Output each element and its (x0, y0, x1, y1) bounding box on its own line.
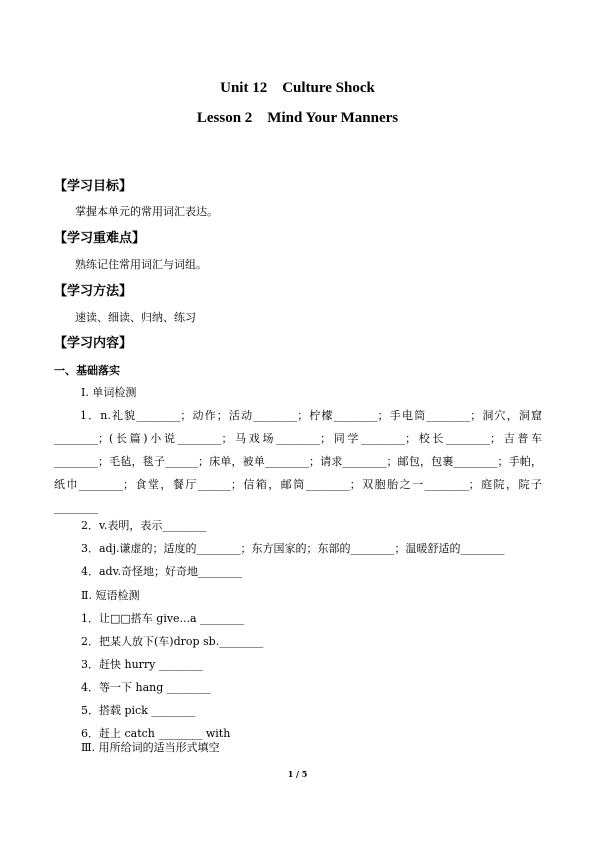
phrase-item-5: 5．搭载 pick ________ (81, 704, 196, 717)
key-points-text: 熟练记住常用词汇与词组。 (75, 258, 207, 271)
vocab-item-3: 3．adj.谦虚的；适度的________；东方国家的；东部的________；温暖舒适的________ (81, 542, 505, 555)
content-heading: 【学习内容】 (54, 336, 133, 351)
method-heading: 【学习方法】 (54, 284, 133, 299)
phrase-check-title: Ⅱ. 短语检测 (81, 589, 140, 602)
lesson-title: Lesson 2 Mind Your Manners (196, 110, 399, 126)
phrase-item-1: 1．让□□搭车 give...a ________ (81, 612, 245, 625)
goal-text: 掌握本单元的常用词汇表达。 (75, 205, 218, 218)
page-number: 1 / 5 (287, 769, 308, 779)
key-points-heading: 【学习重难点】 (54, 231, 146, 246)
phrase-item-6: 6．赶上 catch ________ with (81, 727, 231, 740)
unit-title: Unit 12 Culture Shock (220, 80, 375, 96)
vocab-item-1: 1．n.礼貌________；动作；活动________；柠檬________；手电筒________；洞穴，洞窟________；(长篇)小说________；马戏场________；同学________；校长________；吉普车________；毛毡，毯子______；床单，被单________；请求________；邮包，包裹________；手帕，纸巾________；食堂，餐厅______；信箱，邮筒________；双胞胎之一________；庭院，院子________ (54, 409, 542, 514)
phrase-item-2: 2．把某人放下(车)drop sb.________ (81, 635, 264, 648)
method-text: 速读、细读、归纳、练习 (75, 311, 196, 324)
goal-heading: 【学习目标】 (54, 179, 133, 194)
phrase-item-3: 3．赶快 hurry ________ (81, 658, 203, 671)
word-check-title: Ⅰ. 单词检测 (81, 386, 137, 399)
vocab-item-4: 4．adv.奇怪地；好奇地________ (81, 565, 243, 578)
phrase-item-4: 4．等一下 hang ________ (81, 681, 211, 694)
vocab-item-2: 2．v.表明，表示________ (81, 519, 207, 532)
part1-title: 一、基础落实 (54, 364, 120, 377)
fill-in-title: Ⅲ. 用所给词的适当形式填空 (81, 741, 220, 754)
